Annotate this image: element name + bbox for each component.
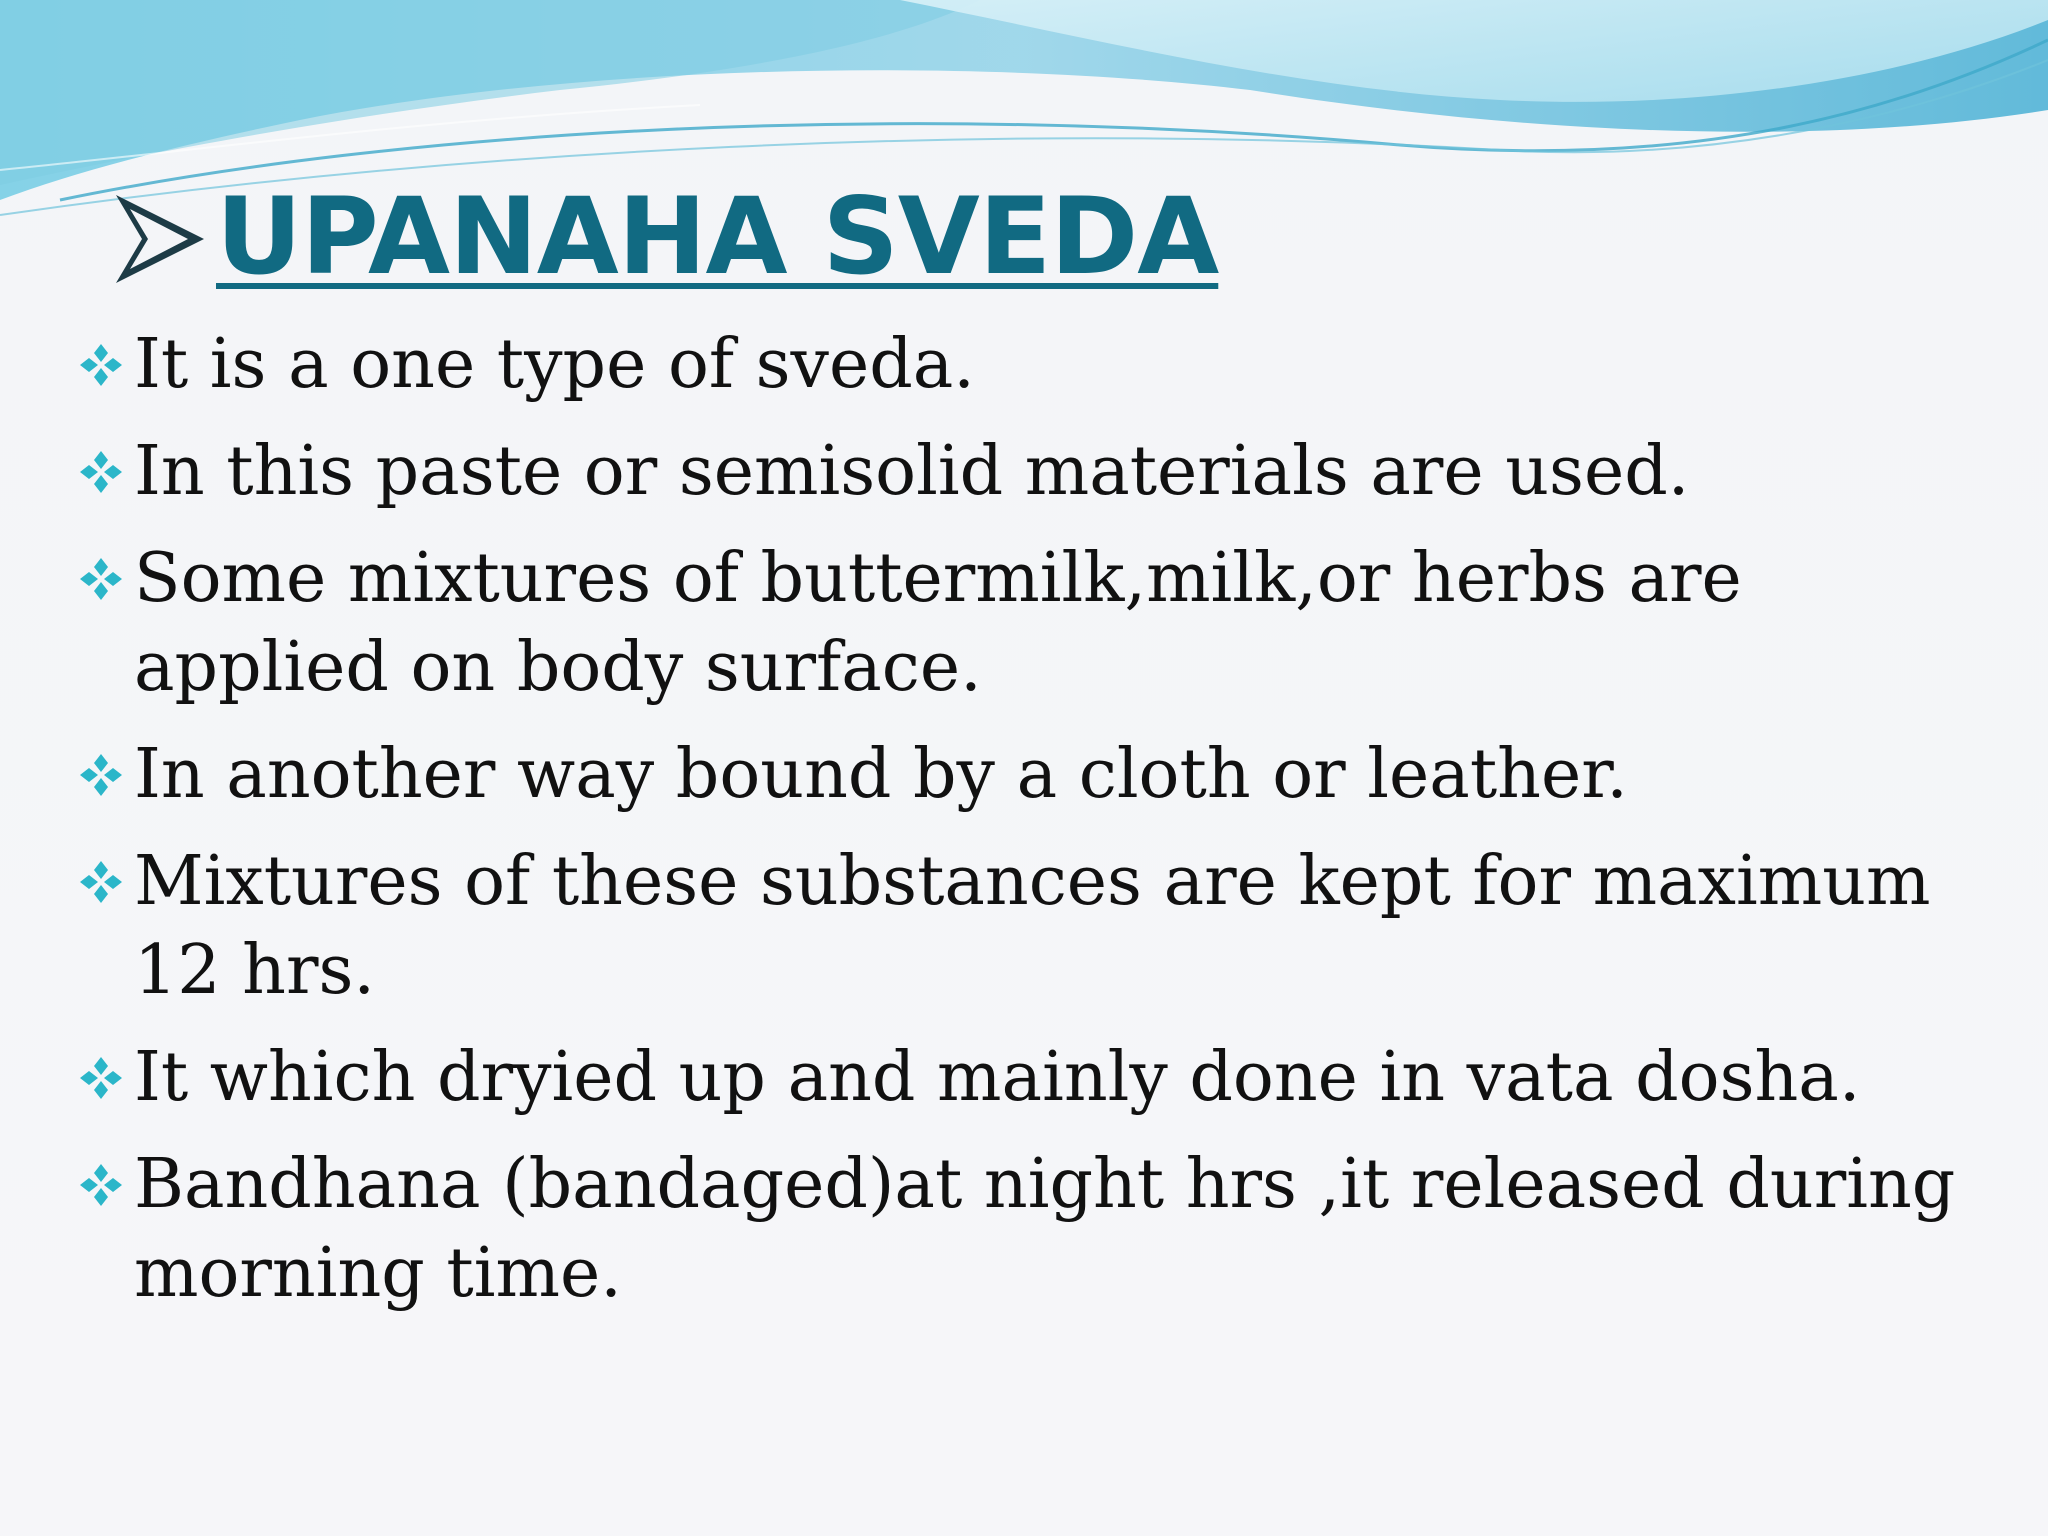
four-diamond-icon (76, 857, 126, 907)
title-row (108, 172, 1218, 302)
bullet-text: In this paste or semisolid materials are used. (134, 432, 1690, 511)
four-diamond-icon (76, 1160, 126, 1210)
four-diamond-icon (76, 447, 126, 497)
bullet-text: Some mixtures of buttermilk,milk,or herbs are applied on body surface. (134, 539, 1742, 707)
four-diamond-icon (76, 554, 126, 604)
bullet-text: In another way bound by a cloth or leather. (134, 735, 1628, 814)
bullet-text: It which dryied up and mainly done in vata dosha. (134, 1038, 1861, 1117)
bullet-item (76, 320, 1976, 409)
arrowhead-icon (108, 187, 208, 287)
bullet-text: It is a one type of sveda. (134, 325, 975, 404)
four-diamond-icon (76, 1053, 126, 1103)
bullet-item (76, 534, 1976, 712)
bullet-item (76, 837, 1976, 1015)
bullet-list (76, 320, 1976, 1336)
bullet-item (76, 1140, 1976, 1318)
bullet-item (76, 1033, 1976, 1122)
four-diamond-icon (76, 750, 126, 800)
slide-title: UPANAHA SVEDA (216, 175, 1219, 298)
bullet-text: Mixtures of these substances are kept for maximum 12 hrs. (134, 842, 1931, 1010)
bullet-item (76, 427, 1976, 516)
bullet-text: Bandhana (bandaged)at night hrs ,it released during morning time. (134, 1145, 1956, 1313)
bullet-item (76, 730, 1976, 819)
four-diamond-icon (76, 340, 126, 390)
